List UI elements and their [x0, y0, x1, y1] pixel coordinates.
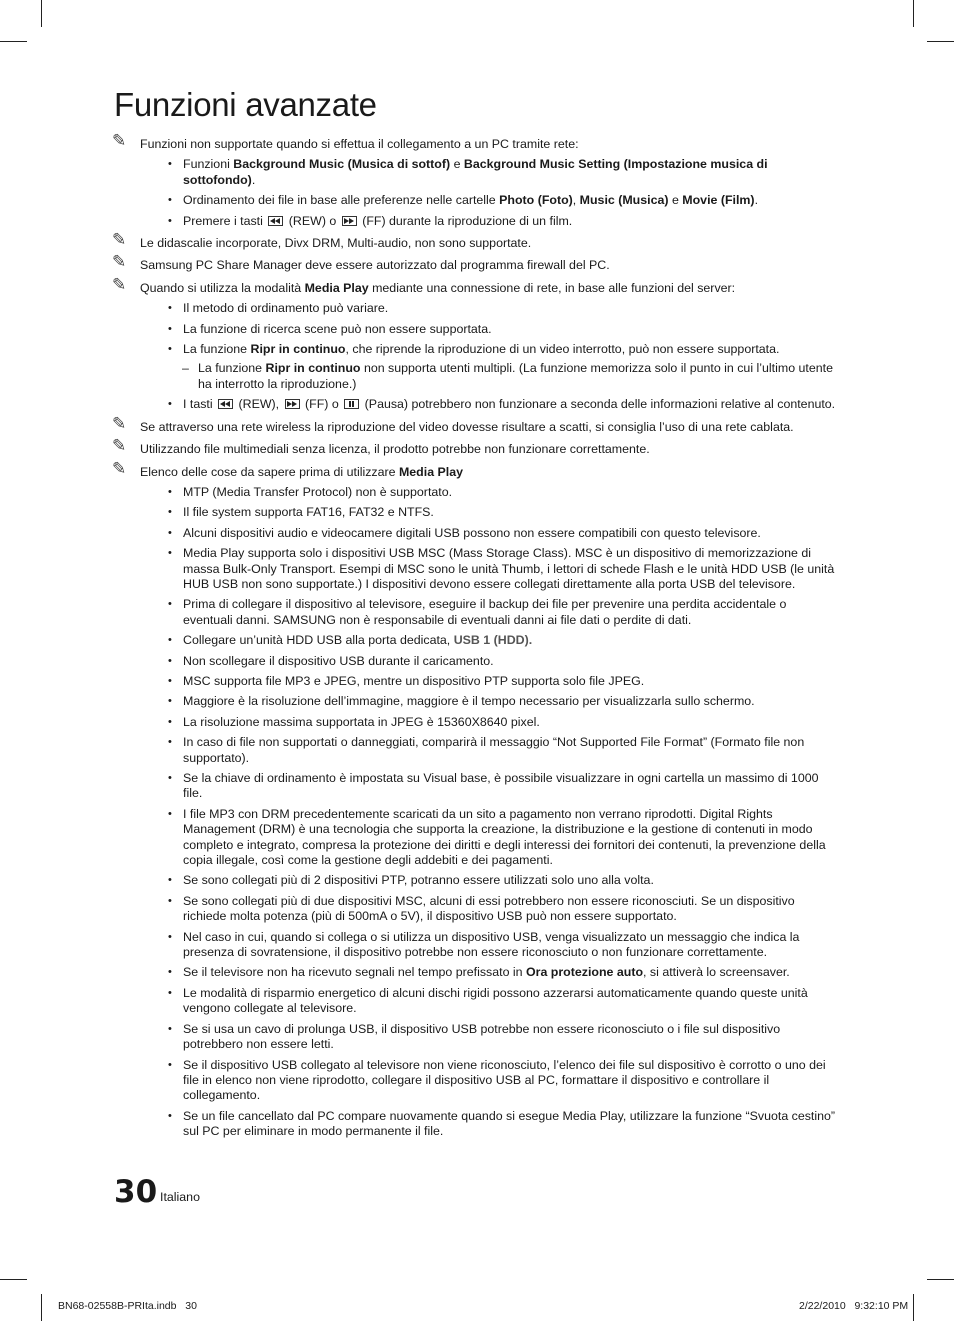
- bullet-list: [140, 301, 838, 357]
- print-file-info: BN68-02558B-PRIta.indb 30: [58, 1300, 197, 1312]
- list-item: • Maggiore è la risoluzione dell’immagine, maggiore è il tempo necessario per visualizzarla sullo schermo.: [140, 694, 838, 709]
- pencil-note-icon: ✎: [112, 252, 127, 273]
- list-item: • In caso di file non supportati o danneggiati, comparirà il messaggio “Not Supported File Format” (Formato file non supportato).: [140, 735, 838, 766]
- crop-mark: [913, 1294, 914, 1321]
- list-item: • Se il dispositivo USB collegato al televisore non viene riconosciuto, l’elenco dei file sul dispositivo è corrotto o uno dei file in elenco non viene riprodotto, collegare il dispositivo USB al PC, formattare il dispositivo e controllare il collegamento.: [140, 1058, 838, 1104]
- list-item: • Collegare un’unità HDD USB alla porta dedicata, USB 1 (HDD).: [140, 633, 838, 648]
- rewind-button-icon: [218, 399, 233, 409]
- print-timestamp: 2/22/2010 9:32:10 PM: [799, 1300, 909, 1312]
- fast-forward-button-icon: [285, 399, 300, 409]
- list-item: • Il metodo di ordinamento può variare.: [140, 301, 838, 316]
- fast-forward-button-icon: [342, 216, 357, 226]
- list-item: • Se il televisore non ha ricevuto segnali nel tempo prefissato in Ora protezione auto, si attiverà lo screensaver.: [140, 965, 838, 980]
- note-text: Funzioni non supportate quando si effettua il collegamento a un PC tramite rete:: [140, 137, 579, 151]
- pencil-note-icon: ✎: [112, 230, 127, 251]
- list-item: • I tasti (REW), (FF) o (Pausa) potrebbero non funzionare a seconda delle informazioni relative al contenuto.: [140, 397, 838, 412]
- list-item: • Le modalità di risparmio energetico di alcuni dischi rigidi possono azzerarsi automaticamente quando queste unità vengono collegate al televisore.: [140, 986, 838, 1017]
- list-item: • Nel caso in cui, quando si collega o si utilizza un dispositivo USB, venga visualizzato un messaggio che indica la presenza di sovratensione, il dispositivo potrebbe non essere riconosciuto o non funzionare correttamente.: [140, 930, 838, 961]
- note-wireless: ✎ Se attraverso una rete wireless la riproduzione del video dovesse risultare a scatti, si consiglia l’uso di una rete cablata.: [112, 413, 794, 434]
- list-item: • La funzione Ripr in continuo, che riprende la riproduzione di un video interrotto, può non essere supportata.: [140, 342, 838, 357]
- note-subtitles: ✎ Le didascalie incorporate, Divx DRM, Multi-audio, non sono supportate.: [112, 230, 532, 251]
- pencil-note-icon: ✎: [112, 436, 127, 457]
- rewind-button-icon: [268, 216, 283, 226]
- pencil-note-icon: ✎: [112, 274, 127, 295]
- crop-mark: [41, 0, 42, 27]
- crop-mark: [913, 0, 914, 27]
- list-item: • La funzione di ricerca scene può non essere supportata.: [140, 322, 838, 337]
- list-item: • Ordinamento dei file in base alle preferenze nelle cartelle Photo (Foto), Music (Musica) e Movie (Film).: [140, 193, 838, 208]
- pencil-note-icon: ✎: [112, 131, 127, 151]
- list-item: • Media Play supporta solo i dispositivi USB MSC (Mass Storage Class). MSC è un dispositivo di memorizzazione di massa Bulk-Only Transport. Esempi di MSC sono le unità Thumb, i lettori di schede Flash e le unità HDD USB (le unità HUB USB non sono supportate.) I dispositivi devono essere collegati direttamente alla porta USB del televisore.: [140, 546, 838, 592]
- list-item: • Prima di collegare il dispositivo al televisore, eseguire il backup dei file per prevenire una perdita accidentale o eventuali danni. SAMSUNG non è responsabile di eventuali danni ai file dati o perdite di dati.: [140, 597, 838, 628]
- list-item: • I file MP3 con DRM precedentemente scaricati da un sito a pagamento non verrano riprodotti. Digital Rights Management (DRM) è una tecnologia che supporta la creazione, la distribuzione e la gestione di contenuti in modo completo e integrato, compresa la protezione dei diritti e degli interessi dei fornitori dei contenuti, la prevenzione della copia illegale, così come la gestione degli addebiti e dei pagamenti.: [140, 807, 838, 869]
- crop-mark: [0, 41, 27, 42]
- note-media-play-server: ✎ Quando si utilizza la modalità Media Play mediante una connessione di rete, in base alle funzioni del server: • Il metodo di ordinamento può variare. • La funzione di ricerca scene può non essere supportata. • La funzione Ripr in continuo, che riprende la riproduzione di un video interrotto, può non essere supportata. – La funzione Ripr in continuo non supporta utenti multipli. (La funzione memorizza solo il punto in cui l’ultimo utente ha interrotto la riproduzione.) • I tasti (REW), (FF) o (Pausa) potrebbero non funzionare a seconda delle informazioni relative al contenuto.: [112, 281, 838, 413]
- list-item: • Non scollegare il dispositivo USB durante il caricamento.: [140, 654, 838, 669]
- pause-button-icon: [344, 399, 359, 409]
- crop-mark: [927, 1279, 954, 1280]
- page-language: Italiano: [160, 1190, 200, 1204]
- list-item: • MTP (Media Transfer Protocol) non è supportato.: [140, 485, 838, 500]
- list-item: • MSC supporta file MP3 e JPEG, mentre un dispositivo PTP supporta solo file JPEG.: [140, 674, 838, 689]
- note-share-manager: ✎ Samsung PC Share Manager deve essere autorizzato dal programma firewall del PC.: [112, 252, 610, 273]
- list-item: • Premere i tasti (REW) o (FF) durante la riproduzione di un film.: [140, 214, 838, 229]
- pencil-note-icon: ✎: [112, 413, 127, 434]
- crop-mark: [0, 1279, 27, 1280]
- content-body: [112, 131, 838, 1140]
- list-item: • Alcuni dispositivi audio e videocamere digitali USB possono non essere compatibili con questo televisore.: [140, 526, 838, 541]
- page-number: 30: [114, 1174, 158, 1210]
- list-item: • Se sono collegati più di due dispositivi MSC, alcuni di essi potrebbero non essere riconosciuti. Se un dispositivo richiede molta potenza (più di 500mA o 5V), il dispositivo USB può non essere supportato.: [140, 894, 838, 925]
- crop-mark: [41, 1294, 42, 1321]
- list-item: • Se sono collegati più di 2 dispositivi PTP, potranno essere utilizzati solo uno alla volta.: [140, 873, 838, 888]
- note-pc-network: [112, 131, 838, 229]
- page-title: Funzioni avanzate: [114, 86, 377, 123]
- dash-item: – La funzione Ripr in continuo non supporta utenti multipli. (La funzione memorizza solo il punto in cui l’ultimo utente ha interrotto la riproduzione.): [140, 361, 838, 392]
- list-item: • Il file system supporta FAT16, FAT32 e NTFS.: [140, 505, 838, 520]
- note-license: ✎ Utilizzando file multimediali senza licenza, il prodotto potrebbe non funzionare correttamente.: [112, 436, 650, 457]
- pencil-note-icon: ✎: [112, 458, 127, 479]
- list-item: • Se si usa un cavo di prolunga USB, il dispositivo USB potrebbe non essere riconosciuto o i file sul dispositivo potrebbero non essere letti.: [140, 1022, 838, 1053]
- list-item: • Se un file cancellato dal PC compare nuovamente quando si esegue Media Play, utilizzare la funzione “Svuota cestino” sul PC per eliminare in modo permanente il file.: [140, 1109, 838, 1140]
- bullet-list: [140, 157, 838, 229]
- note-media-play-checklist: ✎ Elenco delle cose da sapere prima di utilizzare Media Play • MTP (Media Transfer Protocol) non è supportato. • Il file system supporta FAT16, FAT32 e NTFS. • Alcuni dispositivi audio e videocamere digitali USB possono non essere compatibili con questo televisore. • Media Play supporta solo i dispositivi USB MSC (Mass Storage Class). MSC è un dispositivo di memorizzazione di massa Bulk-Only Transport. Esempi di MSC sono le unità Thumb, i lettori di schede Flash e le unità HDD USB (le unità HUB USB non sono supportate.) I dispositivi devono essere collegati direttamente alla porta USB del televisore. • Prima di collegare il dispositivo al televisore, eseguire il backup dei file per prevenire una perdita accidentale o eventuali danni. SAMSUNG non è responsabile di eventuali danni ai file dati o perdite di dati. • Collegare un’unità HDD USB alla porta dedicata, USB 1 (HDD). • Non scollegare il dispositivo USB durante il caricamento. • MSC supporta file MP3 e JPEG, mentre un dispositivo PTP supporta solo file JPEG. • Maggiore è la risoluzione dell’immagine, maggiore è il tempo necessario per visualizzarla sullo schermo. • La risoluzione massima supportata in JPEG è 15360X8640 pixel. • In caso di file non supportati o danneggiati, comparirà il messaggio “Not Supported File Format” (Formato file non supportato). • Se la chiave di ordinamento è impostata su Visual base, è possibile visualizzare in ogni cartella un massimo di 1000 file. • I file MP3 con DRM precedentemente scaricati da un sito a pagamento non verrano riprodotti. Digital Rights Management (DRM) è una tecnologia che supporta la creazione, la distribuzione e la gestione di contenuti in modo completo e integrato, compresa la protezione dei diritti e degli interessi dei fornitori dei contenuti, la prevenzione della copia illegale, così come la gestione degli addebiti e dei pagamenti. • Se sono collegati più di 2 dispositivi PTP, potranno essere utilizzati solo uno alla volta. • Se sono collegati più di due dispositivi MSC, alcuni di essi potrebbero non essere riconosciuti. Se un dispositivo richiede molta potenza (più di 500mA o 5V), il dispositivo USB può non essere supportato. • Nel caso in cui, quando si collega o si utilizza un dispositivo USB, venga visualizzato un messaggio che indica la presenza di sovratensione, il dispositivo potrebbe non essere riconosciuto o non funzionare correttamente. • Se il televisore non ha ricevuto segnali nel tempo prefissato in Ora protezione auto, si attiverà lo screensaver. • Le modalità di risparmio energetico di alcuni dischi rigidi possono azzerarsi automaticamente quando queste unità vengono collegate al televisore. • Se si usa un cavo di prolunga USB, il dispositivo USB potrebbe non essere riconosciuto o i file sul dispositivo potrebbero non essere letti. • Se il dispositivo USB collegato al televisore non viene riconosciuto, l’elenco dei file sul dispositivo è corrotto o uno dei file in elenco non viene riprodotto, collegare il dispositivo USB al PC, formattare il dispositivo e controllare il collegamento. • Se un file cancellato dal PC compare nuovamente quando si esegue Media Play, utilizzare la funzione “Svuota cestino” sul PC per eliminare in modo permanente il file.: [112, 465, 838, 1140]
- list-item: • Funzioni Background Music (Musica di sottof) e Background Music Setting (Impostazione musica di sottofondo).: [140, 157, 838, 188]
- list-item: • La risoluzione massima supportata in JPEG è 15360X8640 pixel.: [140, 715, 838, 730]
- list-item: • Se la chiave di ordinamento è impostata su Visual base, è possibile visualizzare in ogni cartella un massimo di 1000 file.: [140, 771, 838, 802]
- bullet-list: [140, 397, 838, 412]
- bullet-list: [140, 485, 838, 1140]
- crop-mark: [927, 41, 954, 42]
